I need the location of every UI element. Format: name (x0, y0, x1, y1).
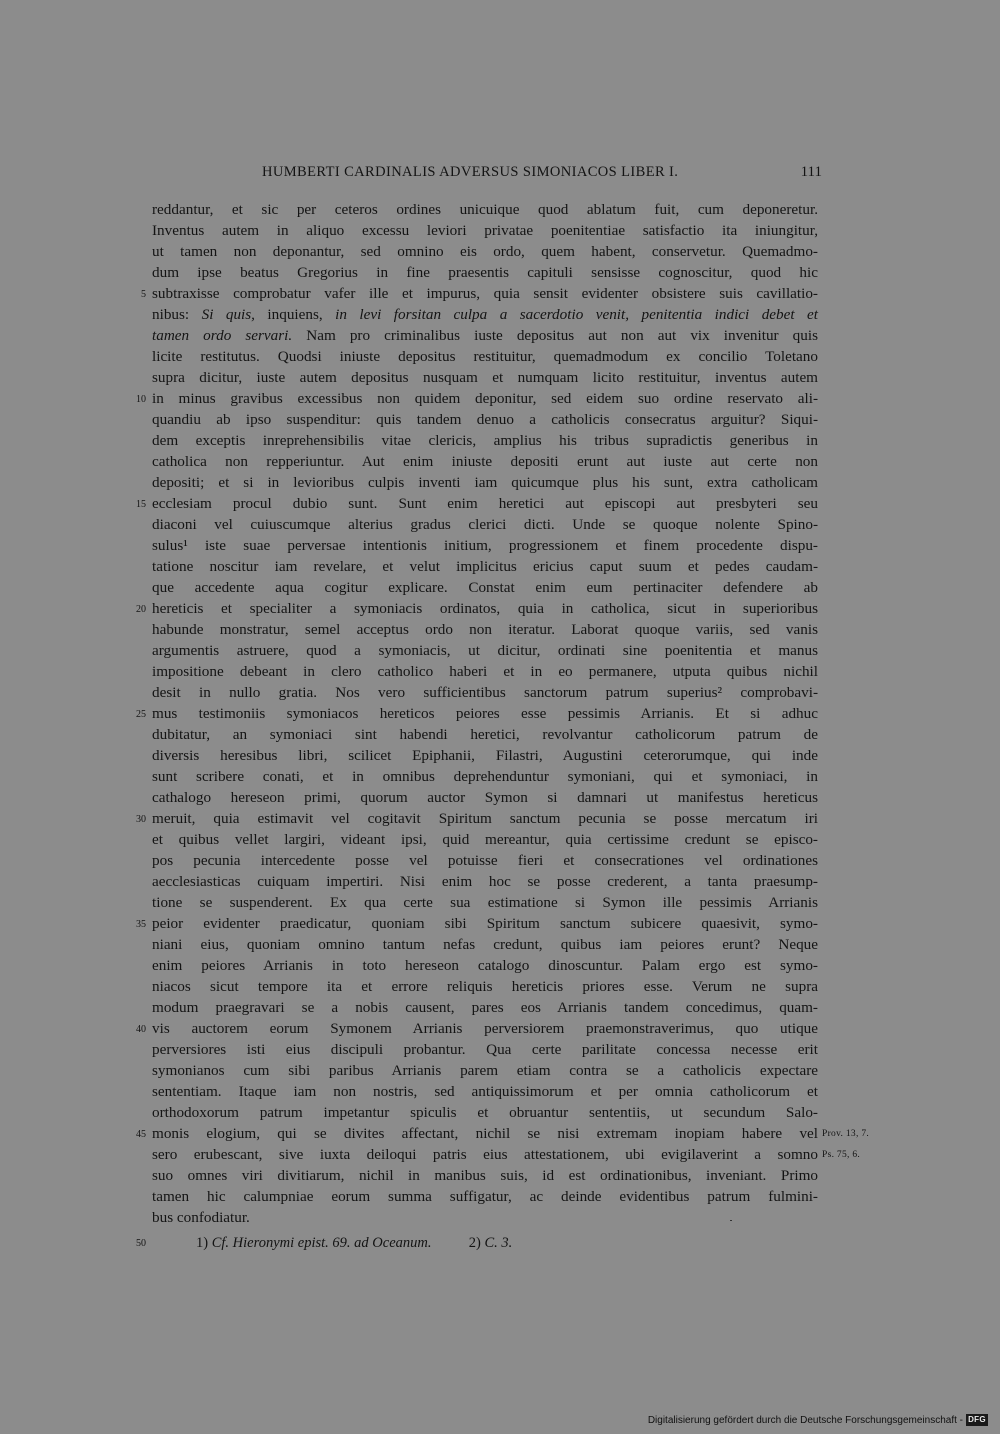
credit-text: Digitalisierung gefördert durch die Deutsche Forschungsgemeinschaft - (647, 1414, 963, 1426)
text-line: sententiam. Itaque iam non nostris, sed antiquissimorum et per omnia catholicorum et (152, 1083, 818, 1100)
running-title: HUMBERTI CARDINALIS ADVERSUS SIMONIACOS LIBER I. (262, 164, 679, 180)
text-line: diversis heresibus libri, scilicet Epiphanii, Filastri, Augustini ceterorumque, qui inde (152, 747, 818, 764)
line-number: 35 (136, 919, 146, 930)
margin-reference: Prov. 13, 7. (822, 1129, 870, 1139)
text-line: meruit, quia estimavit vel cogitavit Spiritum sanctum pecunia se posse mercatum iri (152, 810, 818, 827)
line-number: 30 (136, 814, 146, 825)
text-line: sero erubescant, sive iuxta deiloqui patris eius attestationem, ubi evigilaverint a somno (152, 1146, 818, 1163)
text-line: suo omnes viri divitiarum, nichil in manibus suis, id est ordinationibus, inveniant. Primo (152, 1167, 818, 1184)
line-number: 20 (136, 604, 146, 615)
page-number: 111 (800, 164, 822, 180)
text-line: sulus¹ iste suae perversae intentionis initium, progressionem et finem procedente dispu- (152, 537, 818, 554)
text-line: symonianos cum sibi paribus Arrianis parem etiam contra se a catholicis expectare (152, 1062, 818, 1079)
text-line: impositione debeant in clero catholico haberi et in eo permanere, utputa quibus nichil (152, 663, 818, 680)
text-line: tione se suspenderent. Ex qua certe sua estimatione si Symon ille pessimis Arrianis (152, 894, 818, 911)
text-line: et quibus vellet largiri, videant ipsi, quid mereantur, quia certissime credunt se episco- (152, 831, 818, 848)
text-line: dubitatur, an symoniaci sint habendi heretici, revolvantur catholicorum patrum de (152, 726, 818, 743)
text-line: reddantur, et sic per ceteros ordines unicuique quod ablatum fuit, cum deponeretur. (152, 201, 818, 218)
text-line: dum ipse beatus Gregorius in fine praesentis capituli sensisse cognoscitur, quod hic (152, 264, 818, 281)
text-line: in minus gravibus excessibus non quidem deponitur, sed eidem suo ordine reservato ali- (152, 390, 818, 407)
footnotes (196, 1235, 512, 1252)
footnote-2-number: 2) (468, 1235, 481, 1251)
text-line: enim peiores Arrianis in toto hereseon catalogo dinoscuntur. Palam ergo est symo- (152, 957, 818, 974)
speck (730, 1220, 732, 1221)
text-line: peior evidenter praedicatur, quoniam sibi Spiritum sanctum subicere quaesivit, symo- (152, 915, 818, 932)
line-number: 40 (136, 1024, 146, 1035)
line-number: 25 (136, 709, 146, 720)
line-number: 10 (136, 394, 146, 405)
text-line: vis auctorem eorum Symonem Arrianis perversiorem praemonstraverimus, quo utique (152, 1020, 818, 1037)
text-line: niani eius, quoniam omnino tantum nefas credunt, quibus iam peiores erunt? Neque (152, 936, 818, 953)
text-line: Inventus autem in aliquo excessu leviori privatae poenitentiae satisfactio ita iniungitur, (152, 222, 818, 239)
text-line: mus testimoniis symoniacos hereticos peiores esse pessimis Arrianis. Et si adhuc (152, 705, 818, 722)
text-line: quandiu ab ipso suspenditur: quis tandem denuo a catholicis consecratus arguitur? Siqui- (152, 411, 818, 428)
text-line: tatione noscitur iam revelare, et velut implicitus ericius caput suum et pedes caudam- (152, 558, 818, 575)
text-line: cathalogo hereseon primi, quorum auctor Symon si damnari ut manifestus hereticus (152, 789, 818, 806)
text-line: bus confodiatur. (152, 1209, 250, 1226)
footnote-1-text: Cf. Hieronymi epist. 69. ad Oceanum. (211, 1235, 432, 1251)
text-line: tamen ordo servari. Nam pro criminalibus iuste depositus aut non aut vix invenitur quis (152, 327, 818, 344)
text-line: perversiores isti eius discipuli probantur. Qua certe parilitate concessa necesse erit (152, 1041, 818, 1058)
margin-reference: Ps. 75, 6. (822, 1150, 861, 1160)
text-line: depositi; et si in levioribus culpis inventi iam quicumque plus his sunt, extra catholicam (152, 474, 818, 491)
text-line: monis elogium, qui se divites affectant, nichil se nisi extremam inopiam habere vel (152, 1125, 818, 1142)
text-line: modum praegravari se a nobis causent, pares eos Arrianis tandem concedimus, quam- (152, 999, 818, 1016)
line-number: 5 (141, 289, 146, 300)
text-line: hereticis et specialiter a symoniacis ordinatos, quia in catholica, sicut in superioribus (152, 600, 818, 617)
text-line: supra dicitur, iuste autem depositus nusquam et numquam licito restituitur, inventus autem (152, 369, 818, 386)
text-line: niacos sicut tempore ita et errore reliquis hereticis priores esse. Verum ne supra (152, 978, 818, 995)
text-line: desit in nullo gratia. Nos vero sufficientibus sanctorum patrum superius² comprobavi- (152, 684, 818, 701)
text-line: tamen hic calumpniae eorum summa suffigatur, ac deinde evidentibus patrum fulmini- (152, 1188, 818, 1205)
text-line: catholica non repperiuntur. Aut enim iniuste depositi erunt aut iuste aut certe non (152, 453, 818, 470)
text-line: diaconi vel cuiuscumque alterius gradus clerici dicti. Unde se quoque nolente Spino- (152, 516, 818, 533)
text-line: pos pecunia intercedente posse vel potuisse fieri et consecrationes vel ordinationes (152, 852, 818, 869)
text-line: ecclesiam procul dubio sunt. Sunt enim heretici aut episcopi aut presbyteri seu (152, 495, 818, 512)
text-line: que accedente aqua cogitur explicare. Constat enim eum pertinaciter defendere ab (152, 579, 818, 596)
text-line: dem exceptis inreprehensibilis vitae clericis, amplius his tribus supradictis generibus in (152, 432, 818, 449)
text-line: sunt scribere conati, et in omnibus deprehenduntur symoniani, qui et symoniaci, in (152, 768, 818, 785)
text-line: nibus: Si quis, inquiens, in levi forsitan culpa a sacerdotio venit, penitentia indici debet et (152, 306, 819, 323)
text-line: subtraxisse comprobatur vafer ille et impurus, quia sensit evidenter obsistere suis cavillatio- (152, 285, 818, 302)
text-line: aecclesiasticas cuiquam impertiri. Nisi enim hoc se posse crederent, a tanta praesump- (152, 873, 818, 890)
text-line: ut tamen non deponantur, sed omnino eis ordo, quem habent, conservetur. Quemadmo- (152, 243, 818, 260)
text-line: habunde monstratur, semel acceptus ordo non iteratur. Laborat quoque variis, sed vanis (152, 621, 818, 638)
text-line: licite restitutus. Quodsi iniuste depositus restituitur, quemadmodum ex concilio Toletano (152, 348, 818, 365)
text-line: orthodoxorum patrum impetantur spiculis et obruantur sententiis, ut secundum Salo- (152, 1104, 818, 1121)
footnote-2-text: C. 3. (484, 1235, 513, 1251)
line-number: 15 (136, 499, 146, 510)
digitization-credit (648, 1413, 988, 1427)
line-number: 45 (136, 1129, 146, 1140)
text-line: argumentis astruere, quod a symoniacis, ut dicitur, ordinati sine poenitentia et manus (152, 642, 818, 659)
dfg-logo: DFG (966, 1414, 988, 1426)
line-number: 50 (136, 1238, 146, 1249)
footnote-1-number: 1) (196, 1235, 209, 1251)
